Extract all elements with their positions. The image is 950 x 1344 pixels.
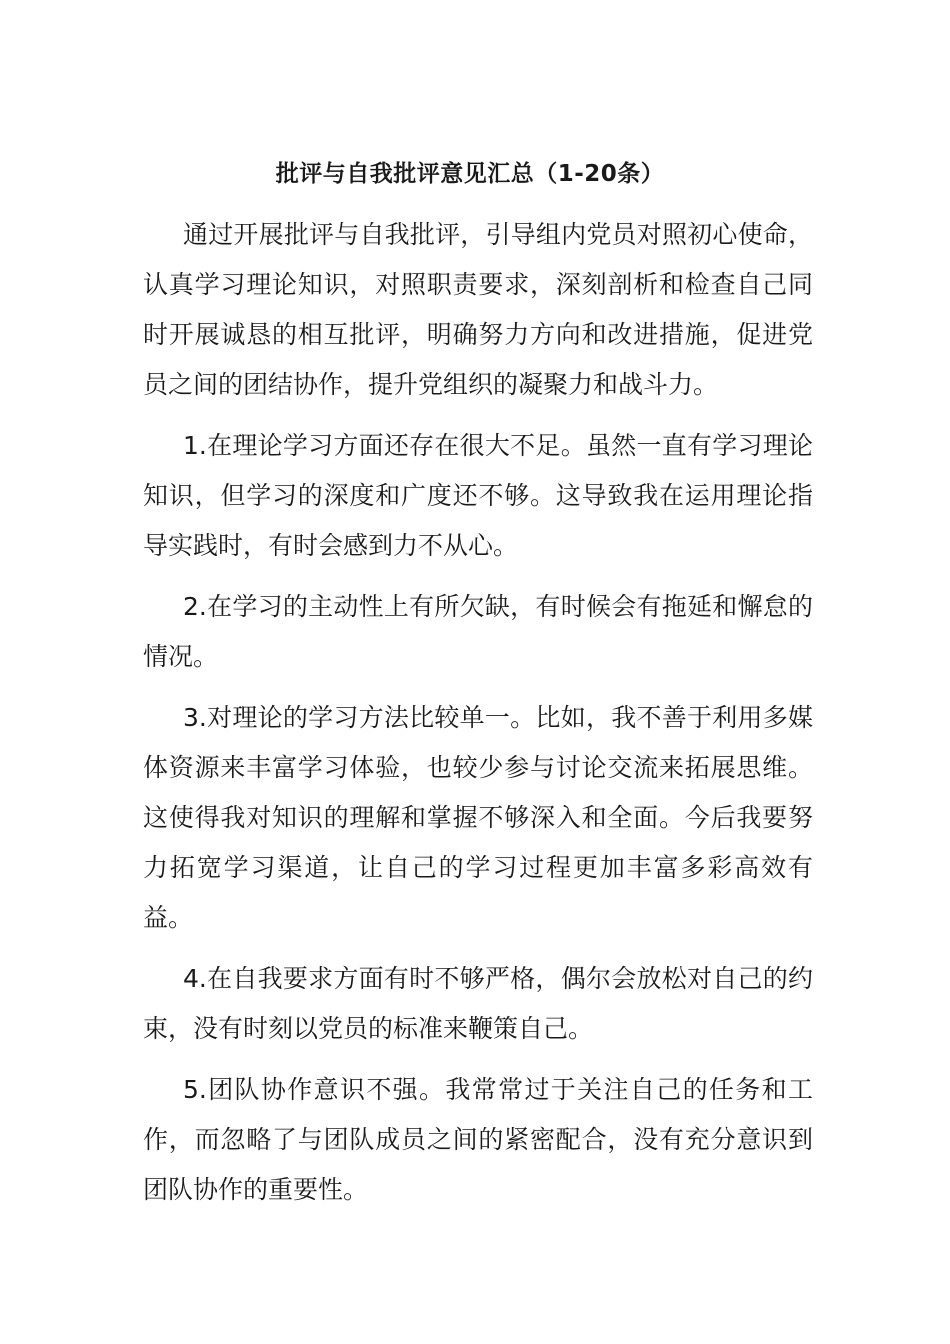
document-title: 批评与自我批评意见汇总（1-20条） (275, 161, 665, 187)
intro-paragraph: 通过开展批评与自我批评，引导组内党员对照初心使命，认真学习理论知识，对照职责要求，深刻剖析和检查自己同时开展诚恳的相互批评，明确努力方向和改进措施，促进党员之间的团结协作，提升党组织的凝聚力和战斗力。 (143, 220, 813, 399)
item-paragraph-2: 2.在学习的主动性上有所欠缺，有时候会有拖延和懈怠的情况。 (143, 592, 813, 671)
item-paragraph-5: 5.团队协作意识不强。我常常过于关注自己的任务和工作，而忽略了与团队成员之间的紧密配合，没有充分意识到团队协作的重要性。 (143, 1075, 813, 1204)
document-body (143, 210, 813, 1226)
item-paragraph-4: 4.在自我要求方面有时不够严格，偶尔会放松对自己的约束，没有时刻以党员的标准来鞭策自己。 (143, 964, 813, 1043)
item-paragraph-1: 1.在理论学习方面还存在很大不足。虽然一直有学习理论知识，但学习的深度和广度还不够。这导致我在运用理论指导实践时，有时会感到力不从心。 (143, 431, 813, 560)
item-paragraph-3: 3.对理论的学习方法比较单一。比如，我不善于利用多媒体资源来丰富学习体验，也较少参与讨论交流来拓展思维。这使得我对知识的理解和掌握不够深入和全面。今后我要努力拓宽学习渠道，让自己的学习过程更加丰富多彩高效有益。 (143, 703, 813, 932)
